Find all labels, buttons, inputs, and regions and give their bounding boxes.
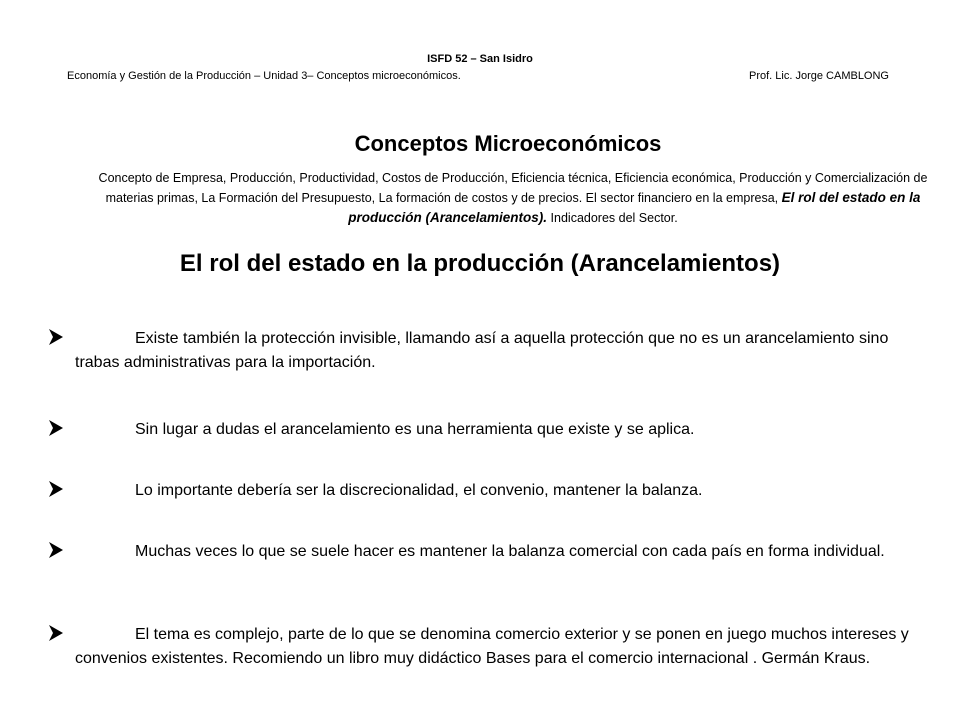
bullet-item: [48, 418, 928, 442]
subtitle-highlight: El rol del estado en la producción (Arancelamientos).: [348, 190, 921, 225]
subtitle: [88, 168, 938, 228]
bullet-text: Muchas veces lo que se suele hacer es mantener la balanza comercial con cada país en forma individual.: [135, 543, 885, 560]
bullet-text: Lo importante debería ser la discrecionalidad, el convenio, mantener la balanza.: [135, 482, 703, 499]
arrowhead-bullet-icon: [48, 624, 64, 642]
bullet-item: [48, 623, 928, 671]
arrowhead-bullet-icon: [48, 328, 64, 346]
arrowhead-bullet-icon: [48, 480, 64, 498]
bullet-item: [48, 327, 928, 375]
subtitle-part1: Concepto de Empresa, Producción, Productividad, Costos de Producción, Eficiencia técnica, Eficiencia económica, Producción y Comercialización de materias primas, La Formación del Presupuesto, La formación de costos y de precios. El sector financiero en la empresa,: [98, 171, 928, 205]
bullet-text: Existe también la protección invisible, llamando así a aquella protección que no es un arancelamiento sino trabas administrativas para la importación.: [75, 330, 889, 371]
bullet-text: Sin lugar a dudas el arancelamiento es una herramienta que existe y se aplica.: [135, 421, 695, 438]
bullet-item: [48, 479, 928, 503]
bullet-text: El tema es complejo, parte de lo que se denomina comercio exterior y se ponen en juego muchos intereses y convenios existentes. Recomiendo un libro muy didáctico Bases para el comercio internacional . Germán Kraus.: [75, 626, 909, 667]
main-title: Conceptos Microeconómicos: [354, 131, 662, 156]
header-professor: Prof. Lic. Jorge CAMBLONG: [749, 70, 889, 82]
bullet-item: [48, 540, 928, 564]
arrowhead-bullet-icon: [48, 541, 64, 559]
header-course: Economía y Gestión de la Producción – Unidad 3– Conceptos microeconómicos.: [67, 70, 461, 82]
arrowhead-bullet-icon: [48, 419, 64, 437]
section-title: El rol del estado en la producción (Arancelamientos): [179, 250, 781, 277]
header-institution: ISFD 52 – San Isidro: [427, 53, 533, 65]
subtitle-part2: Indicadores del Sector.: [550, 211, 678, 225]
